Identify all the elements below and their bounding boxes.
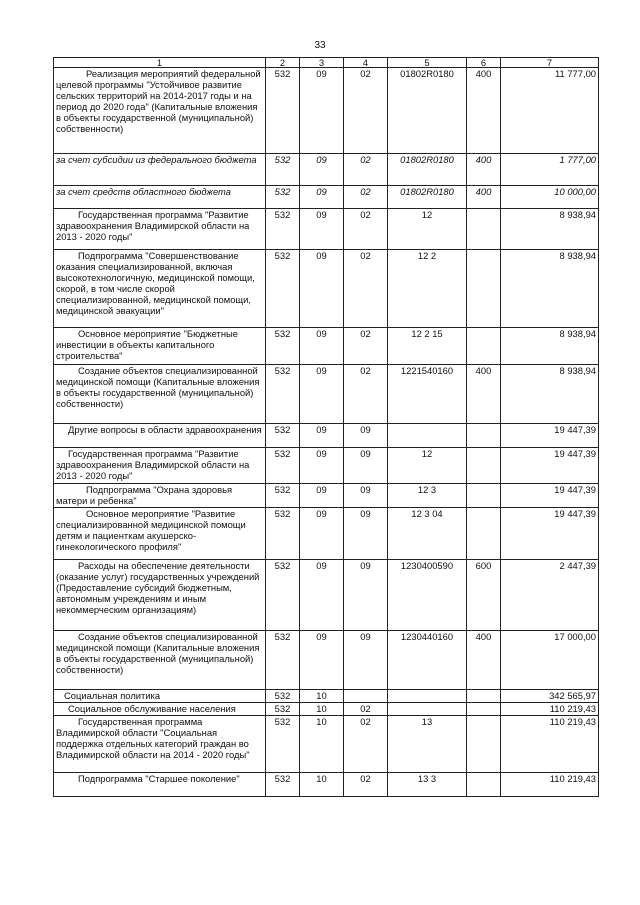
cell-target-article: 12 3 [388,484,467,508]
row-description: Основное мероприятие "Бюджетные инвестиции в объекты капитального строительства" [54,328,266,365]
cell-section: 09 [300,154,344,186]
cell-target-article: 1221540160 [388,365,467,424]
cell-code: 532 [266,328,300,365]
cell-subsection: 02 [344,716,388,773]
cell-expense-type [467,703,501,716]
cell-section: 09 [300,365,344,424]
cell-section: 09 [300,186,344,209]
page-number: 33 [314,40,326,51]
cell-target-article: 01802R0180 [388,154,467,186]
table-row [54,186,599,209]
cell-expense-type [467,448,501,484]
table-row [54,560,599,631]
cell-amount: 1 777,00 [501,154,599,186]
cell-section: 09 [300,250,344,328]
row-description: Социальное обслуживание населения [54,703,266,716]
table-row [54,631,599,690]
column-header: 3 [300,58,344,68]
cell-code: 532 [266,484,300,508]
cell-amount: 19 447,39 [501,448,599,484]
cell-subsection: 02 [344,209,388,250]
row-description: Подпрограмма "Охрана здоровья матери и ребенка" [54,484,266,508]
cell-subsection: 02 [344,365,388,424]
row-description: Государственная программа "Развитие здравоохранения Владимирской области на 2013 - 2020 годы" [54,448,266,484]
cell-code: 532 [266,209,300,250]
row-description: Подпрограмма "Совершенствование оказания специализированной, включая высокотехнологичную, медицинской помощи, скорой, в том числе скорой специализированной, медицинской помощи, медицинской эвакуации" [54,250,266,328]
column-header: 6 [467,58,501,68]
cell-target-article: 01802R0180 [388,186,467,209]
cell-amount: 10 000,00 [501,186,599,209]
cell-section: 09 [300,508,344,560]
row-description: Социальная политика [54,690,266,703]
cell-code: 532 [266,250,300,328]
cell-subsection: 02 [344,328,388,365]
cell-code: 532 [266,716,300,773]
cell-section: 09 [300,560,344,631]
cell-amount: 342 565,97 [501,690,599,703]
cell-subsection: 09 [344,448,388,484]
row-description: Государственная программа Владимирской области "Социальная поддержка отдельных категорий граждан во Владимирской области на 2014 - 2020 годы" [54,716,266,773]
table-row [54,424,599,448]
cell-expense-type [467,209,501,250]
cell-subsection: 09 [344,424,388,448]
cell-amount: 8 938,94 [501,365,599,424]
cell-subsection: 09 [344,560,388,631]
row-description: за счет субсидии из федерального бюджета [54,154,266,186]
cell-expense-type [467,690,501,703]
row-description: Расходы на обеспечение деятельности (оказание услуг) государственных учреждений (Предоставление субсидий бюджетным, автономным учреждениям и иным некоммерческим организациям) [54,560,266,631]
cell-subsection: 02 [344,68,388,154]
cell-subsection: 09 [344,631,388,690]
column-header: 7 [501,58,599,68]
cell-code: 532 [266,154,300,186]
row-description: Создание объектов специализированной медицинской помощи (Капитальные вложения в объекты государственной (муниципальной) собственности) [54,631,266,690]
row-description: Создание объектов специализированной медицинской помощи (Капитальные вложения в объекты государственной (муниципальной) собственности) [54,365,266,424]
cell-subsection: 02 [344,186,388,209]
cell-amount: 2 447,39 [501,560,599,631]
cell-amount: 19 447,39 [501,424,599,448]
cell-expense-type: 600 [467,560,501,631]
cell-amount: 110 219,43 [501,716,599,773]
cell-target-article [388,703,467,716]
cell-code: 532 [266,560,300,631]
cell-target-article [388,424,467,448]
cell-amount: 110 219,43 [501,703,599,716]
column-header: 2 [266,58,300,68]
table-row [54,250,599,328]
row-description: Государственная программа "Развитие здравоохранения Владимирской области на 2013 - 2020 годы" [54,209,266,250]
cell-expense-type: 400 [467,365,501,424]
cell-subsection: 02 [344,250,388,328]
cell-section: 10 [300,703,344,716]
cell-expense-type [467,328,501,365]
cell-section: 10 [300,773,344,797]
cell-section: 10 [300,716,344,773]
cell-target-article: 1230440160 [388,631,467,690]
cell-section: 09 [300,328,344,365]
cell-amount: 11 777,00 [501,68,599,154]
column-header: 4 [344,58,388,68]
cell-target-article: 01802R0180 [388,68,467,154]
table-row [54,484,599,508]
cell-section: 09 [300,209,344,250]
cell-code: 532 [266,690,300,703]
cell-section: 09 [300,68,344,154]
cell-expense-type [467,773,501,797]
cell-amount: 17 000,00 [501,631,599,690]
cell-expense-type [467,508,501,560]
table-row [54,68,599,154]
cell-amount: 110 219,43 [501,773,599,797]
cell-target-article: 13 [388,716,467,773]
column-header-row [54,58,599,68]
cell-code: 532 [266,68,300,154]
cell-target-article: 12 2 [388,250,467,328]
table-row [54,508,599,560]
cell-subsection: 02 [344,703,388,716]
table-row [54,209,599,250]
cell-code: 532 [266,631,300,690]
table-row [54,154,599,186]
cell-code: 532 [266,508,300,560]
cell-code: 532 [266,365,300,424]
cell-subsection [344,690,388,703]
cell-amount: 8 938,94 [501,209,599,250]
cell-target-article: 12 [388,448,467,484]
cell-expense-type [467,484,501,508]
table-row [54,716,599,773]
cell-section: 10 [300,690,344,703]
table-row [54,703,599,716]
table-row [54,690,599,703]
cell-target-article: 12 [388,209,467,250]
row-description: за счет средств областного бюджета [54,186,266,209]
table-row [54,365,599,424]
cell-expense-type: 400 [467,186,501,209]
column-header: 5 [388,58,467,68]
cell-code: 532 [266,448,300,484]
cell-target-article [388,690,467,703]
cell-amount: 8 938,94 [501,250,599,328]
table-row [54,773,599,797]
cell-expense-type: 400 [467,154,501,186]
table-row [54,328,599,365]
cell-target-article: 13 3 [388,773,467,797]
row-description: Реализация мероприятий федеральной целевой программы "Устойчивое развитие сельских территорий на 2014-2017 годы и на период до 2020 года" (Капитальные вложения в объекты государственной (муниципальной) собственности) [54,68,266,154]
cell-section: 09 [300,484,344,508]
cell-code: 532 [266,424,300,448]
cell-subsection: 09 [344,508,388,560]
cell-code: 532 [266,703,300,716]
cell-expense-type [467,250,501,328]
cell-target-article: 12 2 15 [388,328,467,365]
cell-subsection: 02 [344,154,388,186]
cell-subsection: 09 [344,484,388,508]
cell-amount: 19 447,39 [501,508,599,560]
cell-code: 532 [266,186,300,209]
row-description: Другие вопросы в области здравоохранения [54,424,266,448]
budget-table [53,57,599,797]
cell-amount: 19 447,39 [501,484,599,508]
cell-section: 09 [300,448,344,484]
cell-code: 532 [266,773,300,797]
cell-expense-type: 400 [467,631,501,690]
table-row [54,448,599,484]
cell-target-article: 1230400590 [388,560,467,631]
row-description: Подпрограмма "Старшее поколение" [54,773,266,797]
cell-amount: 8 938,94 [501,328,599,365]
cell-section: 09 [300,424,344,448]
cell-expense-type [467,716,501,773]
column-header: 1 [54,58,266,68]
cell-expense-type [467,424,501,448]
cell-expense-type: 400 [467,68,501,154]
cell-subsection: 02 [344,773,388,797]
cell-target-article: 12 3 04 [388,508,467,560]
cell-section: 09 [300,631,344,690]
row-description: Основное мероприятие "Развитие специализированной медицинской помощи детям и пациенткам акушерско-гинекологического профиля" [54,508,266,560]
